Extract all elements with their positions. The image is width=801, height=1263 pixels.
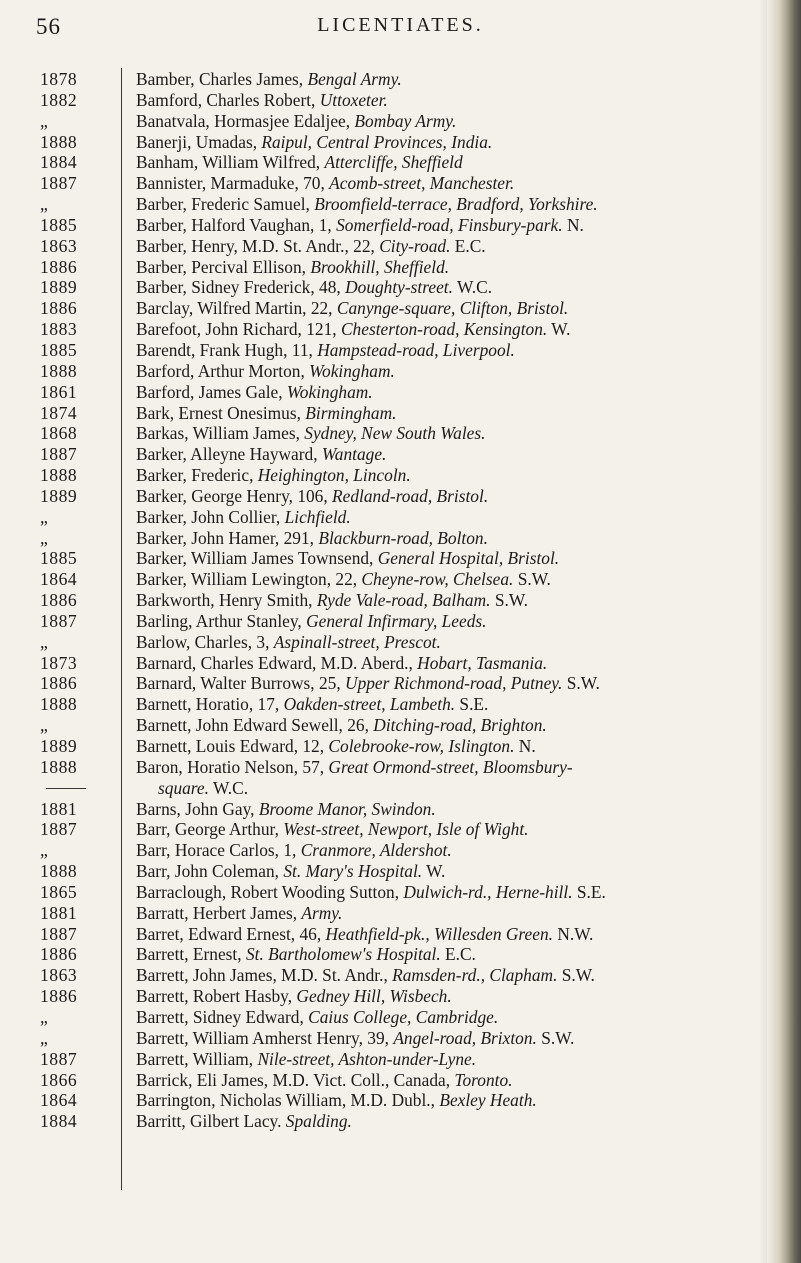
entry-postal-district: N. xyxy=(562,214,584,235)
entry-address: Bengal Army. xyxy=(307,69,402,89)
list-entry xyxy=(0,1049,770,1070)
entry-name: Baron, Horatio Nelson, 57, xyxy=(136,756,329,777)
entry-text xyxy=(136,653,762,674)
entry-text xyxy=(136,277,762,298)
entry-year: 1868 xyxy=(40,423,78,444)
entry-address: Heighington, Lincoln. xyxy=(257,465,411,486)
entry-year: 1884 xyxy=(40,1111,78,1132)
entry-name: Barrick, Eli James, M.D. Vict. Coll., Canada, xyxy=(136,1069,455,1090)
entry-text xyxy=(136,361,762,382)
entry-text xyxy=(136,611,762,632)
entry-year: 1887 xyxy=(40,444,78,465)
entry-name: Barkworth, Henry Smith, xyxy=(136,590,317,611)
list-entry xyxy=(0,236,770,257)
entry-year: 1887 xyxy=(40,819,78,840)
entry-name: Barraclough, Robert Wooding Sutton, xyxy=(136,881,404,902)
entry-name: Barker, Alleyne Hayward, xyxy=(136,444,322,465)
page-edge-shadow xyxy=(767,0,801,1263)
entry-address: City-road. xyxy=(379,235,451,256)
entry-year: 1885 xyxy=(40,548,78,569)
entry-year: 1887 xyxy=(40,1048,78,1069)
entry-text xyxy=(136,757,762,778)
entry-address: Gedney Hill, Wisbech. xyxy=(296,986,452,1007)
list-entry xyxy=(0,486,770,507)
entry-name: Barrett, John James, M.D. St. Andr., xyxy=(136,965,393,986)
list-entry xyxy=(0,840,770,861)
entry-name: Barkas, William James, xyxy=(136,423,305,444)
list-entry xyxy=(0,1028,770,1049)
entry-address: Dulwich-rd., Herne-hill. xyxy=(403,881,573,902)
entry-address: Ryde Vale-road, Balham. xyxy=(316,590,491,611)
list-entry xyxy=(0,403,770,424)
entry-address: Blackburn-road, Bolton. xyxy=(318,527,488,548)
entry-year: 1888 xyxy=(40,360,78,381)
entry-address: St. Mary's Hospital. xyxy=(283,861,423,882)
list-entry xyxy=(0,799,770,820)
entry-year: 1889 xyxy=(40,736,78,756)
entry-name: Banerji, Umadas, xyxy=(136,131,262,152)
entry-year: 1863 xyxy=(40,235,78,256)
entry-postal-district: E.C. xyxy=(450,235,486,256)
entry-text xyxy=(136,924,762,945)
list-entry xyxy=(0,507,770,528)
entry-text xyxy=(136,319,762,340)
entry-text xyxy=(136,986,762,1007)
list-entry xyxy=(0,965,770,986)
entry-year: 1886 xyxy=(40,590,78,611)
entry-name: Barnard, Charles Edward, M.D. Aberd., xyxy=(136,652,418,673)
entry-address: Cheyne-row, Chelsea. xyxy=(361,569,514,590)
entry-text xyxy=(158,778,762,799)
entry-address: Spalding. xyxy=(285,1111,352,1132)
entry-year: 1864 xyxy=(40,1090,78,1111)
entry-text xyxy=(136,632,762,653)
entry-text xyxy=(136,548,762,569)
entry-address: Birmingham. xyxy=(305,402,397,423)
entry-name: Barratt, Herbert James, xyxy=(136,902,302,923)
entry-address: Broomfield-terrace, Bradford, Yorkshire. xyxy=(314,194,598,215)
list-entry xyxy=(0,1090,770,1111)
list-entry xyxy=(0,903,770,924)
entry-address: Ditching-road, Brighton. xyxy=(373,715,547,736)
list-entry xyxy=(0,215,770,236)
list-entry xyxy=(0,653,770,674)
entry-address: Upper Richmond-road, Putney. xyxy=(345,673,563,694)
entry-address: Raipul, Central Provinces, India. xyxy=(261,131,493,152)
entry-address: Attercliffe, Sheffield xyxy=(324,152,463,173)
entry-name: Barker, Frederic, xyxy=(136,465,258,486)
entry-name: Barrett, William, xyxy=(136,1048,258,1069)
list-entry xyxy=(0,111,770,132)
entry-year: 1886 xyxy=(40,944,78,965)
entry-text xyxy=(136,298,762,319)
entry-address: Nile-street, Ashton-under-Lyne. xyxy=(257,1048,477,1069)
entry-text xyxy=(136,507,762,528)
entry-address: Acomb-street, Manchester. xyxy=(329,173,515,194)
entry-text xyxy=(136,486,762,507)
list-entry xyxy=(0,173,770,194)
entry-year: 1881 xyxy=(40,902,78,923)
entry-year: 1874 xyxy=(40,402,78,423)
entry-year: „ xyxy=(40,506,49,527)
entry-address: Cranmore, Aldershot. xyxy=(300,840,452,861)
entry-name: Banham, William Wilfred, xyxy=(136,152,325,173)
entry-text xyxy=(136,1049,762,1070)
entry-text xyxy=(136,444,762,465)
entry-text xyxy=(136,340,762,361)
entry-name: Bamford, Charles Robert, xyxy=(136,89,320,110)
list-entry xyxy=(0,944,770,965)
entry-text xyxy=(136,90,762,111)
entry-text xyxy=(136,111,762,132)
list-entry xyxy=(0,882,770,903)
entry-year: 1889 xyxy=(40,485,78,506)
entry-text xyxy=(136,236,762,257)
list-entry xyxy=(0,382,770,403)
entry-year: 1888 xyxy=(40,131,78,152)
entry-year: 1881 xyxy=(40,798,78,819)
entry-text xyxy=(136,944,762,965)
entry-year: „ xyxy=(40,1027,49,1048)
list-entry xyxy=(0,715,770,736)
entry-text xyxy=(136,465,762,486)
entry-name: Barr, Horace Carlos, 1, xyxy=(136,840,301,861)
entry-text xyxy=(136,1111,762,1132)
entry-postal-district: S.W. xyxy=(536,1027,575,1048)
entry-text xyxy=(136,590,762,611)
entry-address: Aspinall-street, Prescot. xyxy=(273,631,441,652)
list-entry xyxy=(0,986,770,1007)
entry-text xyxy=(136,69,762,90)
entry-address: Wokingham. xyxy=(309,360,395,381)
entry-name: Barber, Frederic Samuel, xyxy=(136,194,315,215)
entry-year: 1883 xyxy=(40,319,78,340)
entry-name: Barclay, Wilfred Martin, 22, xyxy=(136,298,337,319)
entry-address: Oakden-street, Lambeth. xyxy=(283,694,456,715)
entry-address: Bombay Army. xyxy=(354,110,457,131)
entry-postal-district: S.E. xyxy=(455,694,489,715)
entry-name: Barrett, William Amherst Henry, 39, xyxy=(136,1027,394,1048)
entry-year: 1888 xyxy=(40,694,78,715)
entry-name: Barret, Edward Ernest, 46, xyxy=(136,923,326,944)
entry-text xyxy=(136,882,762,903)
entry-name: Barrett, Robert Hasby, xyxy=(136,986,297,1007)
entry-address: Caius College, Cambridge. xyxy=(308,1006,499,1027)
list-entry xyxy=(0,861,770,882)
licentiate-list xyxy=(0,69,770,1132)
entry-name: Barker, John Collier, xyxy=(136,506,285,527)
entry-name: Bannister, Marmaduke, 70, xyxy=(136,173,330,194)
entry-name: Bamber, Charles James, xyxy=(136,69,308,89)
entry-name: Barnett, John Edward Sewell, 26, xyxy=(136,715,374,736)
entry-postal-district: S.W. xyxy=(562,673,600,694)
entry-text xyxy=(136,840,762,861)
entry-address: Hampstead-road, Liverpool. xyxy=(317,339,515,360)
entry-address: Wantage. xyxy=(321,444,387,465)
entry-address: Great Ormond-street, Bloomsbury- xyxy=(328,756,573,777)
entry-year: „ xyxy=(40,631,49,652)
list-entry xyxy=(0,298,770,319)
entry-text xyxy=(136,1090,762,1111)
entry-year: „ xyxy=(40,527,49,548)
list-entry xyxy=(0,1111,770,1132)
entry-name: Barker, William James Townsend, xyxy=(136,548,378,569)
entry-year: „ xyxy=(40,1006,49,1027)
entry-name: Barr, George Arthur, xyxy=(136,819,284,840)
entry-text xyxy=(136,799,762,820)
entry-address: Chesterton-road, Kensington. xyxy=(340,319,548,340)
list-entry xyxy=(0,152,770,173)
entry-postal-district: W. xyxy=(422,861,446,882)
entry-postal-district: N. xyxy=(514,736,536,756)
list-entry xyxy=(0,132,770,153)
entry-name: Barling, Arthur Stanley, xyxy=(136,610,307,631)
entry-year: 1882 xyxy=(40,89,78,110)
entry-postal-district: W.C. xyxy=(208,777,249,798)
entry-year: 1884 xyxy=(40,152,78,173)
entry-year: 1886 xyxy=(40,986,78,1007)
entry-name: Barlow, Charles, 3, xyxy=(136,631,274,652)
list-entry xyxy=(0,444,770,465)
entry-text xyxy=(136,382,762,403)
entry-text xyxy=(136,403,762,424)
list-entry xyxy=(0,1007,770,1028)
entry-text xyxy=(136,715,762,736)
page-number: 56 xyxy=(36,14,61,39)
entry-name: Barns, John Gay, xyxy=(136,798,259,819)
entry-year: 1888 xyxy=(40,465,78,486)
entry-text xyxy=(136,194,762,215)
entry-text xyxy=(136,965,762,986)
entry-address: Somerfield-road, Finsbury-park. xyxy=(336,214,563,235)
list-entry xyxy=(0,778,770,799)
entry-text xyxy=(136,903,762,924)
entry-address: Wokingham. xyxy=(286,381,373,402)
entry-text xyxy=(136,736,762,757)
entry-postal-district: W.C. xyxy=(452,277,493,298)
list-entry xyxy=(0,1070,770,1091)
entry-address: St. Bartholomew's Hospital. xyxy=(245,944,441,965)
entry-year: 1878 xyxy=(40,69,78,89)
list-entry xyxy=(0,736,770,757)
entry-name: Barber, Halford Vaughan, 1, xyxy=(136,214,337,235)
entry-year: 1889 xyxy=(40,277,78,298)
entry-text xyxy=(136,1007,762,1028)
entry-address: General Hospital, Bristol. xyxy=(377,548,560,569)
list-entry xyxy=(0,673,770,694)
entry-name: Barber, Henry, M.D. St. Andr., 22, xyxy=(136,235,380,256)
entry-address: Toronto. xyxy=(454,1069,513,1090)
entry-text xyxy=(136,215,762,236)
entry-name: Barrett, Sidney Edward, xyxy=(136,1006,309,1027)
entry-name: Barendt, Frank Hugh, 11, xyxy=(136,339,318,360)
entry-year: 1886 xyxy=(40,256,78,277)
entry-year: 1863 xyxy=(40,965,78,986)
list-entry xyxy=(0,340,770,361)
entry-name: Barrett, Ernest, xyxy=(136,944,246,965)
list-entry xyxy=(0,590,770,611)
entry-postal-district: S.E. xyxy=(572,881,606,902)
list-entry xyxy=(0,69,770,90)
entry-address: General Infirmary, Leeds. xyxy=(306,610,487,631)
continuation-dash xyxy=(46,788,86,789)
entry-name: Barr, John Coleman, xyxy=(136,861,284,882)
entry-name: Barford, James Gale, xyxy=(136,381,287,402)
entry-address: Bexley Heath. xyxy=(439,1090,537,1111)
list-entry xyxy=(0,924,770,945)
entry-name: Barker, John Hamer, 291, xyxy=(136,527,319,548)
entry-text xyxy=(136,152,762,173)
list-entry xyxy=(0,632,770,653)
list-entry xyxy=(0,423,770,444)
list-entry xyxy=(0,257,770,278)
entry-address: Heathfield-pk., Willesden Green. xyxy=(325,923,553,944)
list-entry xyxy=(0,528,770,549)
entry-year: 1864 xyxy=(40,569,78,590)
entry-postal-district: N.W. xyxy=(552,923,594,944)
entry-postal-district: E.C. xyxy=(440,944,476,965)
entry-year: 1886 xyxy=(40,298,78,319)
entry-year: 1865 xyxy=(40,881,78,902)
list-entry xyxy=(0,361,770,382)
entry-year: 1887 xyxy=(40,173,78,194)
entry-name: Bark, Ernest Onesimus, xyxy=(136,402,306,423)
entry-year: 1873 xyxy=(40,652,78,673)
entry-year: „ xyxy=(40,194,49,215)
entry-name: Barber, Sidney Frederick, 48, xyxy=(136,277,346,298)
entry-text xyxy=(136,528,762,549)
entry-postal-district: W. xyxy=(547,319,571,340)
entry-year: 1885 xyxy=(40,339,78,360)
entry-address: Sydney, New South Wales. xyxy=(304,423,486,444)
entry-text xyxy=(136,132,762,153)
entry-year: 1888 xyxy=(40,861,78,882)
entry-year: 1861 xyxy=(40,381,78,402)
list-entry xyxy=(0,277,770,298)
entry-text xyxy=(136,673,762,694)
entry-postal-district: S.W. xyxy=(513,569,551,590)
entry-name: Barnard, Walter Burrows, 25, xyxy=(136,673,346,694)
entry-name: Barritt, Gilbert Lacy. xyxy=(136,1111,286,1132)
entry-address: Brookhill, Sheffield. xyxy=(310,256,450,277)
list-entry xyxy=(0,194,770,215)
entry-address: Doughty-street. xyxy=(345,277,453,298)
entry-postal-district: S.W. xyxy=(490,590,528,611)
entry-address: Broome Manor, Swindon. xyxy=(258,798,436,819)
list-entry xyxy=(0,757,770,778)
entry-name: Barefoot, John Richard, 121, xyxy=(136,319,341,340)
entry-address: Angel-road, Brixton. xyxy=(393,1027,537,1048)
entry-name: Barnett, Horatio, 17, xyxy=(136,694,284,715)
list-entry xyxy=(0,319,770,340)
entry-address: Colebrooke-row, Islington. xyxy=(328,736,515,756)
entry-text xyxy=(136,173,762,194)
entry-year: 1886 xyxy=(40,673,78,694)
entry-year: „ xyxy=(40,715,49,736)
entry-name: Barber, Percival Ellison, xyxy=(136,256,311,277)
entry-address: Redland-road, Bristol. xyxy=(332,485,489,506)
entry-year: 1887 xyxy=(40,923,78,944)
list-entry xyxy=(0,569,770,590)
entry-name: Barker, William Lewington, 22, xyxy=(136,569,362,590)
entry-name: Barford, Arthur Morton, xyxy=(136,360,310,381)
entry-name: Barnett, Louis Edward, 12, xyxy=(136,736,329,756)
entry-text xyxy=(136,819,762,840)
list-entry xyxy=(0,819,770,840)
list-entry xyxy=(0,694,770,715)
running-title: LICENTIATES. xyxy=(317,14,484,36)
entry-address: square. xyxy=(158,777,209,798)
entry-year: 1888 xyxy=(40,756,78,777)
entry-year: „ xyxy=(40,840,49,861)
entry-name: Barker, George Henry, 106, xyxy=(136,485,333,506)
entry-address: Ramsden-rd., Clapham. xyxy=(392,965,558,986)
entry-year: 1885 xyxy=(40,214,78,235)
entry-text xyxy=(136,257,762,278)
list-entry xyxy=(0,548,770,569)
entry-text xyxy=(136,1070,762,1091)
entry-postal-district: S.W. xyxy=(557,965,595,986)
entry-text xyxy=(136,861,762,882)
entry-name: Barrington, Nicholas William, M.D. Dubl., xyxy=(136,1090,440,1111)
entry-text xyxy=(136,694,762,715)
list-entry xyxy=(0,465,770,486)
entry-text xyxy=(136,423,762,444)
entry-text xyxy=(136,1028,762,1049)
list-entry xyxy=(0,90,770,111)
entry-address: Hobart, Tasmania. xyxy=(417,652,548,673)
entry-address: Army. xyxy=(301,902,343,923)
list-entry xyxy=(0,611,770,632)
entry-name: Banatvala, Hormasjee Edaljee, xyxy=(136,110,355,131)
entry-address: West-street, Newport, Isle of Wight. xyxy=(283,819,529,840)
entry-year: 1887 xyxy=(40,610,78,631)
entry-year: „ xyxy=(40,110,49,131)
entry-address: Lichfield. xyxy=(284,506,351,527)
entry-address: Uttoxeter. xyxy=(319,89,388,110)
entry-text xyxy=(136,569,762,590)
entry-address: Canynge-square, Clifton, Bristol. xyxy=(336,298,569,319)
entry-year: 1866 xyxy=(40,1069,78,1090)
